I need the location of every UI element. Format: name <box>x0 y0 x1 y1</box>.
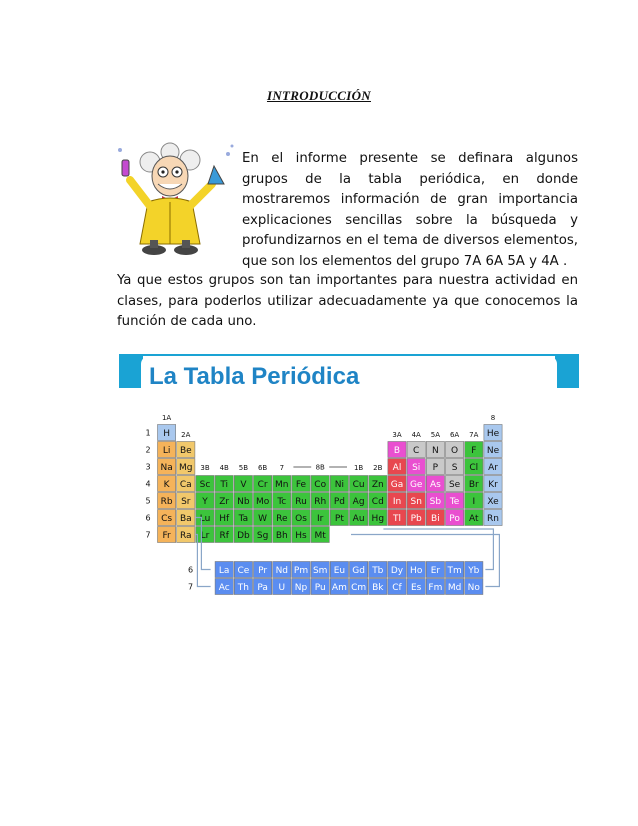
element-ta-symbol: Ta <box>238 514 249 524</box>
period-label-4: 4 <box>145 479 151 489</box>
element-tc-symbol: Tc <box>277 497 287 507</box>
intro-paragraph-continued: Ya que estos grupos son tan importantes para nuestra actividad en clases, para poderlos utilizar adecuadamente ya que conocemos la función de cada uno. <box>117 273 578 330</box>
element-pa-symbol: Pa <box>257 583 268 593</box>
element-lu-symbol: Lu <box>199 514 211 524</box>
element-sb-symbol: Sb <box>429 497 442 507</box>
element-sn-symbol: Sn <box>410 497 422 507</box>
periodic-table-figure <box>119 354 579 598</box>
element-pu-symbol: Pu <box>314 583 326 593</box>
element-rb-symbol: Rb <box>160 497 173 507</box>
element-at-symbol: At <box>469 514 479 524</box>
element-ce-symbol: Ce <box>237 566 250 576</box>
group-label-5b: 5B <box>238 464 249 472</box>
element-bk-symbol: Bk <box>372 583 384 593</box>
element-co-symbol: Co <box>314 480 327 490</box>
element-hs-symbol: Hs <box>295 531 307 541</box>
element-ne-symbol: Ne <box>486 446 500 456</box>
group-label-4b: 4B <box>219 464 229 472</box>
element-ag-symbol: Ag <box>352 497 365 507</box>
element-ho-symbol: Ho <box>410 566 423 576</box>
group-label-2a: 2A <box>181 431 191 439</box>
element-b-symbol: B <box>393 446 401 456</box>
element-ac-symbol: Ac <box>218 583 230 593</box>
element-rf-symbol: Rf <box>219 531 229 541</box>
element-mt-symbol: Mt <box>314 531 326 541</box>
element-u-symbol: U <box>278 583 286 593</box>
element-pd-symbol: Pd <box>333 497 345 507</box>
element-br-symbol: Br <box>468 480 479 490</box>
element-s-symbol: S <box>451 463 458 473</box>
element-hg-symbol: Hg <box>371 514 385 524</box>
element-np-symbol: Np <box>294 583 308 593</box>
element-zn-symbol: Zn <box>371 480 384 490</box>
element-i-symbol: I <box>472 497 476 507</box>
element-ge-symbol: Ge <box>409 480 423 490</box>
period-label-5: 5 <box>145 496 151 506</box>
element-xe-symbol: Xe <box>487 497 499 507</box>
element-n-symbol: N <box>432 446 439 456</box>
element-ir-symbol: Ir <box>317 514 324 524</box>
element-hf-symbol: Hf <box>219 514 230 524</box>
element-cm-symbol: Cm <box>351 583 367 593</box>
element-db-symbol: Db <box>237 531 250 541</box>
element-in-symbol: In <box>392 497 402 507</box>
page-title: INTRODUCCIÓN <box>266 88 371 103</box>
group-label-6a: 6A <box>449 431 460 439</box>
periodic-table-title: La Tabla Periódica <box>149 363 360 390</box>
element-c-symbol: C <box>413 446 420 456</box>
element-bi-symbol: Bi <box>431 514 440 524</box>
element-ra-symbol: Ra <box>180 531 192 541</box>
element-zr-symbol: Zr <box>219 497 230 507</box>
element-cl-symbol: Cl <box>469 463 479 473</box>
fblock-period-label-6: 6 <box>188 565 194 575</box>
element-w-symbol: W <box>258 514 268 524</box>
element-mg-symbol: Mg <box>179 463 193 473</box>
element-nd-symbol: Nd <box>275 566 289 576</box>
element-am-symbol: Am <box>331 583 347 593</box>
element-o-symbol: O <box>451 446 459 456</box>
element-fe-symbol: Fe <box>295 480 307 490</box>
element-sg-symbol: Sg <box>256 531 269 541</box>
element-al-symbol: Al <box>392 463 402 473</box>
element-pt-symbol: Pt <box>334 514 344 524</box>
element-tb-symbol: Tb <box>372 566 384 576</box>
element-sr-symbol: Sr <box>181 497 191 507</box>
element-fr-symbol: Fr <box>162 531 171 541</box>
period-label-7: 7 <box>145 530 151 540</box>
element-f-symbol: F <box>471 446 477 456</box>
element-k-symbol: K <box>163 480 170 490</box>
group-label-6b: 6B <box>257 464 268 472</box>
element-sc-symbol: Sc <box>199 480 211 490</box>
element-be-symbol: Be <box>179 446 192 456</box>
element-bh-symbol: Bh <box>275 531 288 541</box>
group-label-5a: 5A <box>430 431 441 439</box>
element-cs-symbol: Cs <box>161 514 173 524</box>
group-label-8: 8 <box>490 414 496 422</box>
element-cr-symbol: Cr <box>257 480 268 490</box>
group-label-1b: 1B <box>353 464 364 472</box>
element-h-symbol: H <box>163 429 170 439</box>
group-label-4a: 4A <box>411 431 421 439</box>
element-yb-symbol: Yb <box>468 566 480 576</box>
scientist-illustration <box>110 140 240 260</box>
element-nb-symbol: Nb <box>237 497 250 507</box>
element-as-symbol: As <box>429 480 441 490</box>
element-tm-symbol: Tm <box>447 566 462 576</box>
element-au-symbol: Au <box>352 514 365 524</box>
group-label-7a: 7A <box>469 431 479 439</box>
group-label-7: 7 <box>279 464 285 472</box>
element-sm-symbol: Sm <box>312 566 328 576</box>
element-mo-symbol: Mo <box>255 497 270 507</box>
period-label-6: 6 <box>145 513 151 523</box>
element-y-symbol: Y <box>202 497 208 507</box>
group-label-1a: 1A <box>161 414 172 422</box>
period-label-2: 2 <box>145 445 151 455</box>
element-tl-symbol: Tl <box>393 514 401 524</box>
element-pb-symbol: Pb <box>410 514 422 524</box>
intro-paragraph: En el informe presente se definara algunos grupos de la tabla periódica, en donde mostraremos información de gran importancia explicaciones sencillas sobre la búsqueda y profundizarnos en el tema de diversos elementos, que son los elementos del grupo 7A 6A 5A y 4A . <box>242 151 578 269</box>
element-li-symbol: Li <box>162 446 171 456</box>
element-cu-symbol: Cu <box>352 480 365 490</box>
element-dy-symbol: Dy <box>390 566 404 576</box>
element-ba-symbol: Ba <box>179 514 192 524</box>
element-re-symbol: Re <box>276 514 288 524</box>
element-ru-symbol: Ru <box>295 497 307 507</box>
element-p-symbol: P <box>432 463 439 473</box>
fblock-period-label-7: 7 <box>188 582 194 592</box>
element-v-symbol: V <box>240 480 247 490</box>
period-label-1: 1 <box>145 428 151 438</box>
element-gd-symbol: Gd <box>352 566 365 576</box>
element-pr-symbol: Pr <box>258 566 268 576</box>
element-ca-symbol: Ca <box>179 480 192 490</box>
element-os-symbol: Os <box>295 514 307 524</box>
element-ga-symbol: Ga <box>390 480 404 490</box>
element-er-symbol: Er <box>430 566 441 576</box>
group-label-3b: 3B <box>200 464 210 472</box>
element-ar-symbol: Ar <box>488 463 498 473</box>
element-rh-symbol: Rh <box>314 497 327 507</box>
element-lr-symbol: Lr <box>200 531 210 541</box>
group-label-3a: 3A <box>392 431 402 439</box>
element-la-symbol: La <box>218 566 230 576</box>
element-pm-symbol: Pm <box>293 566 309 576</box>
element-po-symbol: Po <box>449 514 460 524</box>
element-na-symbol: Na <box>160 463 173 473</box>
element-mn-symbol: Mn <box>275 480 289 490</box>
group-label-8b: 8B <box>315 463 325 472</box>
element-eu-symbol: Eu <box>333 566 346 576</box>
element-ti-symbol: Ti <box>220 480 229 490</box>
element-ni-symbol: Ni <box>334 480 345 490</box>
element-he-symbol: He <box>486 429 500 439</box>
element-kr-symbol: Kr <box>488 480 498 490</box>
period-label-3: 3 <box>145 462 151 472</box>
element-se-symbol: Se <box>448 480 461 490</box>
element-fm-symbol: Fm <box>428 583 443 593</box>
element-te-symbol: Te <box>449 497 460 507</box>
element-no-symbol: No <box>467 583 480 593</box>
element-si-symbol: Si <box>412 463 421 473</box>
element-es-symbol: Es <box>411 583 422 593</box>
element-cf-symbol: Cf <box>392 583 402 593</box>
element-cd-symbol: Cd <box>371 497 384 507</box>
group-label-2b: 2B <box>373 464 383 472</box>
element-th-symbol: Th <box>237 583 250 593</box>
element-md-symbol: Md <box>447 583 462 593</box>
element-rn-symbol: Rn <box>487 514 499 524</box>
